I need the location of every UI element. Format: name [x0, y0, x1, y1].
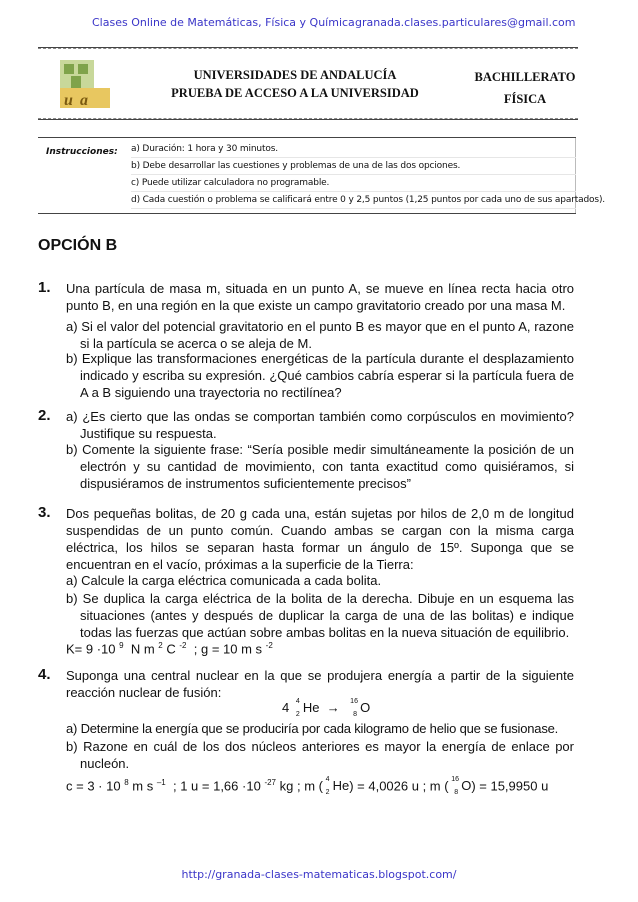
- instruction-item: c) Puede utilizar calculadora no programable.: [131, 175, 576, 192]
- he-symbol: He: [332, 778, 350, 794]
- option-title: OPCIÓN B: [38, 237, 118, 254]
- o-atomic-number: 8: [454, 789, 459, 797]
- o-mass-number: 16: [350, 698, 358, 705]
- q3-constants: [66, 637, 574, 657]
- q4-a: a) Determine la energía que se produciría por cada kilogramo de helio que se fusionase.: [66, 721, 559, 736]
- he-symbol: He: [302, 700, 320, 715]
- o-symbol: O: [461, 778, 472, 794]
- c-unit: C: [166, 641, 176, 657]
- q1-b-line1: b) Explique las transformaciones energéticas de la partícula durante el desplazamiento: [66, 351, 574, 366]
- q2-a-line1: a) ¿Es cierto que las ondas se comportan también como corpúsculos en movimiento?: [66, 409, 574, 424]
- reaction-coefficient: 4: [282, 700, 290, 715]
- q4-data: [66, 774, 596, 797]
- q1-a-line1: a) Si el valor del potencial gravitatorio en el punto B es mayor que en el punto A, razone: [66, 319, 574, 334]
- he-atomic-number: 2: [325, 789, 330, 797]
- university-logo: [58, 60, 113, 110]
- he-atomic-number: 2: [295, 711, 300, 718]
- q3-a: a) Calcule la carga eléctrica comunicada a cada bolita.: [66, 573, 382, 588]
- q3-line3: eléctrica, los hilos se separan hasta formar un ángulo de 15º. Suponga que se: [66, 540, 574, 555]
- mass-he-label: kg ; m (: [279, 778, 323, 794]
- q3-b-line1: b) Se duplica la carga eléctrica de la bolita de la derecha. Dibuje en un esquema las: [66, 591, 574, 606]
- q3-b-line3: todas las fuerzas que actúan sobre ambas bolitas en la nueva situación de equilibrio.: [80, 625, 570, 640]
- constant-g: ; g = 10 m s: [193, 641, 263, 657]
- fusion-reaction: [282, 699, 432, 716]
- q2-b-line3: dispusiéramos de instrumentos suficientemente precisos”: [80, 476, 411, 491]
- q4-line2: reacción nuclear de fusión:: [66, 685, 222, 700]
- oxygen-nucleus: [451, 776, 472, 797]
- c-exponent: 8: [124, 778, 129, 787]
- instruction-item: b) Debe desarrollar las cuestiones y problemas de una de las dos opciones.: [131, 158, 576, 175]
- c-units: m s: [132, 778, 154, 794]
- q3-b-line2: situaciones (antes y después de duplicar la carga de una de las bolitas) e indique: [80, 608, 574, 623]
- light-speed: c = 3 · 10: [66, 778, 121, 794]
- q4-b-line2: nucleón.: [80, 756, 130, 771]
- reaction-arrow: →: [326, 700, 340, 715]
- mass-he-value: ) = 4,0026 u ; m (: [349, 778, 449, 794]
- question-number: 3.: [38, 504, 51, 521]
- m-exponent: 2: [158, 641, 163, 650]
- he-mass-number: 4: [295, 698, 300, 705]
- g-exponent: -2: [265, 641, 273, 650]
- q1-line1: Una partícula de masa m, situada en un punto A, se mueve en línea recta hacia otro: [66, 281, 574, 296]
- mass-o-value: ) = 15,9950 u: [471, 778, 549, 794]
- instructions-list: [131, 141, 606, 209]
- he-mass-number: 4: [325, 776, 330, 784]
- u-exponent: -27: [264, 778, 276, 787]
- constant-k: K= 9 ·10: [66, 641, 116, 657]
- q1-b-line2: indicado y escriba su expresión. ¿Qué cambios cabría esperar si la partícula fuera de: [80, 368, 574, 383]
- header-email: granada.clases.particulares@gmail.com: [355, 16, 576, 29]
- instruction-item: a) Duración: 1 hora y 30 minutos.: [131, 141, 576, 158]
- k-units: N m: [130, 641, 155, 657]
- q4-line1: Suponga una central nuclear en la que se produjera energía a partir de la siguiente: [66, 668, 574, 683]
- oxygen-nucleus: [350, 698, 371, 718]
- c-exponent: -2: [179, 641, 187, 650]
- q2-b-line1: b) Comente la siguiente frase: “Sería posible medir simultáneamente la posición de un: [66, 442, 574, 457]
- o-symbol: O: [360, 700, 371, 715]
- instructions-label: Instrucciones:: [46, 147, 118, 157]
- question-number: 2.: [38, 407, 51, 424]
- exam-subject: [470, 66, 580, 110]
- test-name: PRUEBA DE ACCESO A LA UNIVERSIDAD: [171, 86, 419, 100]
- q3-line1: Dos pequeñas bolitas, de 20 g cada una, están sujetas por hilos de 2,0 m de longitud: [66, 506, 574, 521]
- university-name: UNIVERSIDADES DE ANDALUCÍA: [193, 68, 397, 82]
- q1-a-line2: si la partícula se acerca o se aleja de M.: [80, 336, 312, 351]
- subject-label: FÍSICA: [503, 92, 547, 106]
- helium-nucleus: [295, 698, 320, 718]
- helium-nucleus: [325, 776, 350, 797]
- q2-b-line2: electrón y su cantidad de movimiento, con tanta exactitud como quisiéramos, si: [80, 459, 574, 474]
- q3-line4: encuentran en el vacío, próximas a la superficie de la Tierra:: [66, 557, 414, 572]
- o-atomic-number: 8: [353, 711, 358, 718]
- q2-a-line2: Justifique su respuesta.: [80, 426, 217, 441]
- k-exponent: 9: [119, 641, 124, 650]
- q3-line2: suspendidas de un punto común. Cuando ambas se cargan con la misma carga: [66, 523, 574, 538]
- level-label: BACHILLERATO: [474, 70, 576, 84]
- o-mass-number: 16: [451, 776, 459, 784]
- atomic-mass-unit: ; 1 u = 1,66 ·10: [172, 778, 261, 794]
- svg-text:u: u: [64, 92, 73, 109]
- footer-link[interactable]: http://granada-clases-matematicas.blogspot.com/: [181, 868, 457, 881]
- instruction-item: d) Cada cuestión o problema se calificará entre 0 y 2,5 puntos (1,25 puntos por cada uno de sus apartados).: [131, 192, 576, 209]
- q4-b-line1: b) Razone en cuál de los dos núcleos anteriores es mayor la energía de enlace por: [66, 739, 574, 754]
- c-units-exponent: –1: [156, 778, 166, 787]
- question-number: 4.: [38, 666, 51, 683]
- svg-text:a: a: [80, 92, 88, 109]
- q1-line2: punto B, en una región en la que existe un campo gravitatorio creado por una masa M.: [66, 298, 566, 313]
- question-number: 1.: [38, 279, 51, 296]
- q1-b-line3: A a B siguiendo una trayectoria no rectilínea?: [80, 385, 342, 400]
- header-left-text: Clases Online de Matemáticas, Física y Química: [92, 16, 355, 29]
- exam-title: [150, 66, 440, 102]
